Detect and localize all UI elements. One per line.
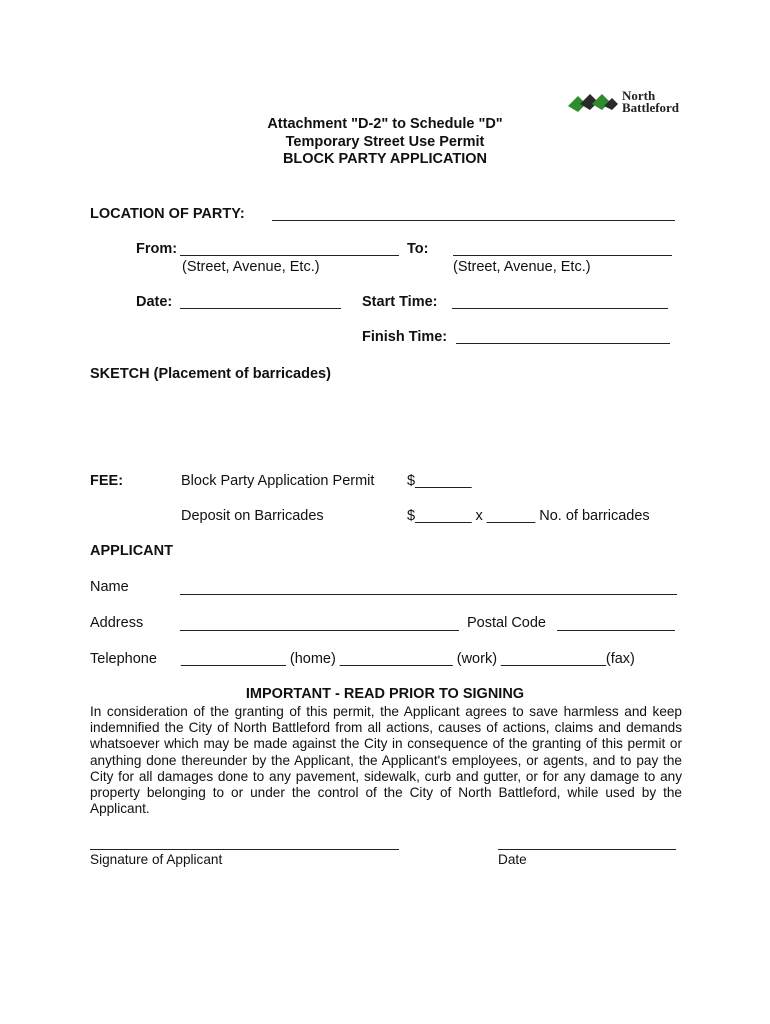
- logo-mark-icon: [568, 90, 618, 116]
- telephone-fields[interactable]: _____________ (home) ______________ (work) _____________(fax): [181, 651, 635, 667]
- postal-code-label: Postal Code: [467, 615, 546, 631]
- fee-label: FEE:: [90, 473, 124, 489]
- address-label: Address: [90, 615, 144, 631]
- signature-date-field[interactable]: [498, 849, 676, 850]
- from-label: From:: [136, 241, 178, 257]
- deposit-amount: $_______ x ______ No. of barricades: [407, 508, 650, 524]
- signature-label: Signature of Applicant: [90, 852, 223, 867]
- permit-fee-amount: $_______: [407, 473, 472, 489]
- applicant-heading: APPLICANT: [90, 543, 173, 559]
- name-field[interactable]: [180, 594, 677, 595]
- finish-time-field[interactable]: [456, 343, 670, 344]
- deposit-label: Deposit on Barricades: [181, 508, 324, 524]
- to-hint: (Street, Avenue, Etc.): [453, 259, 591, 275]
- sketch-area[interactable]: [90, 388, 680, 458]
- signature-field[interactable]: [90, 849, 399, 850]
- from-field[interactable]: [180, 255, 399, 256]
- header-permit-type: Temporary Street Use Permit: [285, 134, 485, 150]
- permit-fee-label: Block Party Application Permit: [181, 473, 375, 489]
- sketch-label: SKETCH (Placement of barricades): [90, 366, 331, 382]
- from-hint: (Street, Avenue, Etc.): [182, 259, 320, 275]
- telephone-label: Telephone: [90, 651, 157, 667]
- header-attachment: Attachment "D-2" to Schedule "D": [267, 116, 503, 132]
- to-field[interactable]: [453, 255, 672, 256]
- location-label: LOCATION OF PARTY:: [90, 206, 245, 222]
- name-label: Name: [90, 579, 129, 595]
- header-form-title: BLOCK PARTY APPLICATION: [282, 151, 488, 167]
- indemnity-paragraph: In consideration of the granting of this permit, the Applicant agrees to save harmless and keep indemnified the City of North Battleford from all actions, causes of actions, claims and demands whatsoever which may be made against the City in consequence of the granting of this permit or anything done thereunder by the Applicant, the Applicant's employees, or agents, and to pay the City for all damages done to any pavement, sidewalk, curb and gutter, or for any damage to any property belonging to or under the control of the City of North Battleford, while used by the Applicant.: [90, 704, 682, 817]
- postal-code-field[interactable]: [557, 630, 675, 631]
- to-label: To:: [407, 241, 429, 257]
- date-field[interactable]: [180, 308, 341, 309]
- logo-name-line1: North: [622, 88, 656, 103]
- city-logo: [568, 88, 683, 118]
- start-time-field[interactable]: [452, 308, 668, 309]
- important-heading: IMPORTANT - READ PRIOR TO SIGNING: [245, 686, 525, 702]
- signature-date-label: Date: [498, 852, 527, 867]
- date-label: Date:: [136, 294, 173, 310]
- location-field[interactable]: [272, 220, 675, 221]
- finish-time-label: Finish Time:: [362, 329, 448, 345]
- logo-name-line2: Battleford: [622, 100, 680, 115]
- address-field[interactable]: [180, 630, 459, 631]
- start-time-label: Start Time:: [362, 294, 438, 310]
